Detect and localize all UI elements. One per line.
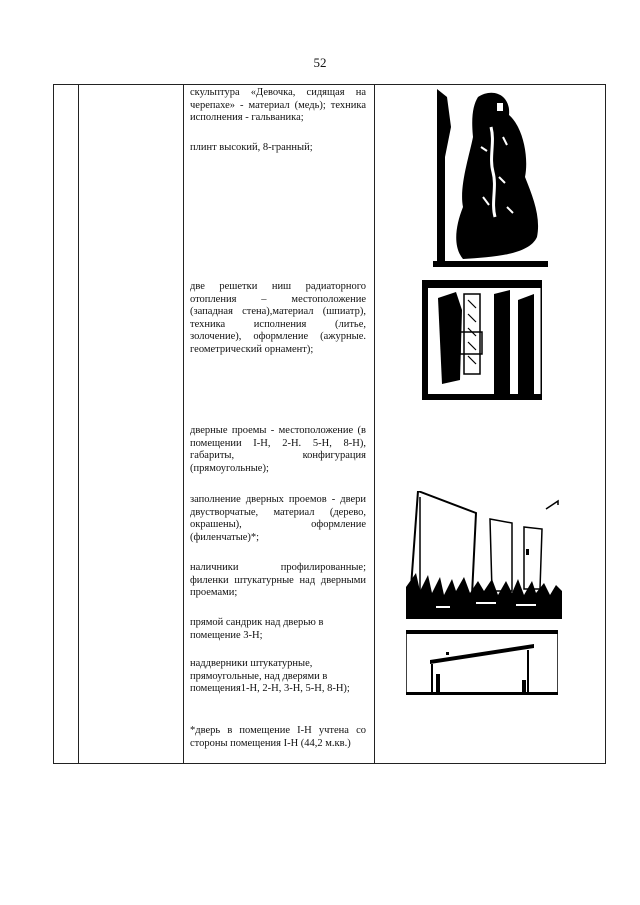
paragraph-footnote: *дверь в помещение I-Н учтена со стороны помещения I-Н (44,2 м.кв.) xyxy=(190,725,366,749)
column-divider xyxy=(78,85,79,763)
paragraph-sculpture: скульптура «Девочка, сидящая на черепахе» - материал (медь); техника исполнения - гальваника; xyxy=(190,87,366,124)
column-divider xyxy=(374,85,375,763)
paragraph-plinth: плинт высокий, 8-гранный; xyxy=(190,142,313,153)
column-divider xyxy=(183,85,184,763)
photo-double-doors xyxy=(406,491,562,619)
paragraph-over-doors: наддверники штукатурные, прямоугольные, над дверями в помещения1-Н, 2-Н, 3-Н, 5-Н, 8-Н); xyxy=(190,658,350,695)
photo-door-lintel xyxy=(406,630,558,695)
paragraph-radiator-grilles: две решетки ниш радиаторного отопления – местоположение (западная стена),материал (шпиатр), техника исполнения (литье, золочение), оформление (ажурные. геометрический орнамент); xyxy=(190,281,366,355)
photo-sculpture xyxy=(433,87,548,267)
page-number: 52 xyxy=(313,55,327,70)
photo-radiator-grille xyxy=(422,280,542,400)
paragraph-door-fillings: заполнение дверных проемов - двери двустворчатые, материал (дерево, окрашены), оформление (филенчатые)*; xyxy=(190,494,366,543)
inventory-table xyxy=(53,84,606,764)
paragraph-door-openings: дверные проемы - местоположение (в помещении I-Н, 2-Н. 5-Н, 8-Н), габариты, конфигурация (прямоугольные); xyxy=(190,425,366,474)
paragraph-sandrik: прямой сандрик над дверью в помещение 3-Н; xyxy=(190,617,324,641)
paragraph-architraves: наличники профилированные; филенки штукатурные над дверными проемами; xyxy=(190,562,366,599)
